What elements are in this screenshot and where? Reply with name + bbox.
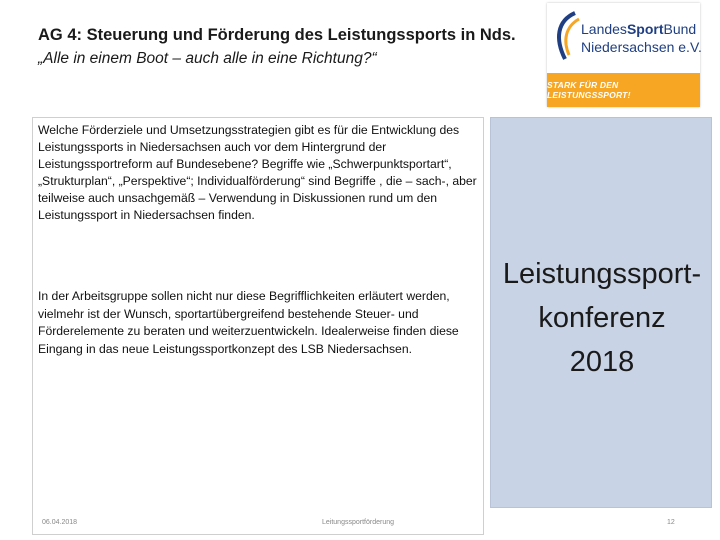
paragraph-goals: Welche Förderziele und Umsetzungsstrategien gibt es für die Entwicklung des Leistungssports in Niedersachsen auch vor dem Hintergrund der Leistungssportreform auf Bundesebene? Begriffe wie „Schwerpunktsportart“, „Strukturplan“, „Perspektive“; Individualförderung“ sind Begriffe , die – sach-, aber teilweise auch unsachgemäß – Verwendung in Diskussionen rund um den Leistungssport in Niedersachsen finden. (38, 123, 477, 222)
conference-year: 2018 (569, 346, 635, 378)
conference-title (491, 252, 713, 384)
page-number: 12 (667, 519, 675, 526)
conference-title-line2: konferenz (538, 302, 666, 334)
text-box (32, 117, 484, 535)
footer-date: 06.04.2018 (42, 519, 78, 526)
logo-swoosh-icon (553, 9, 583, 69)
logo-line1 (581, 21, 696, 37)
logo-line1-prefix: Landes (581, 21, 627, 37)
conference-panel (490, 117, 712, 508)
logo-line2: Niedersachsen e.V. (581, 39, 702, 55)
lsb-logo (547, 3, 700, 107)
slide-subtitle: „Alle in einem Boot – auch alle in eine Richtung?“ (38, 50, 377, 67)
slide-title: AG 4: Steuerung und Förderung des Leistungssports in Nds. (38, 26, 516, 44)
logo-tagline: STARK FÜR DEN LEISTUNGSSPORT! (547, 73, 700, 107)
logo-line1-suffix: Bund (663, 21, 697, 37)
paragraph-working-group: In der Arbeitsgruppe sollen nicht nur diese Begrifflichkeiten erläutert werden, vielmehr ist der Wunsch, sportartübergreifend bestehende Steuer- und Förderelemente zu beraten und weiterzuentwickeln. Idealerweise finden diese Eingang in das neue Leistungssportkonzept des LSB Niedersachsen. (38, 289, 459, 356)
conference-title-line1: Leistungssport- (502, 258, 702, 290)
logo-line1-bold: Sport (626, 21, 664, 37)
footer-title: Leitungssportförderung (322, 519, 394, 526)
